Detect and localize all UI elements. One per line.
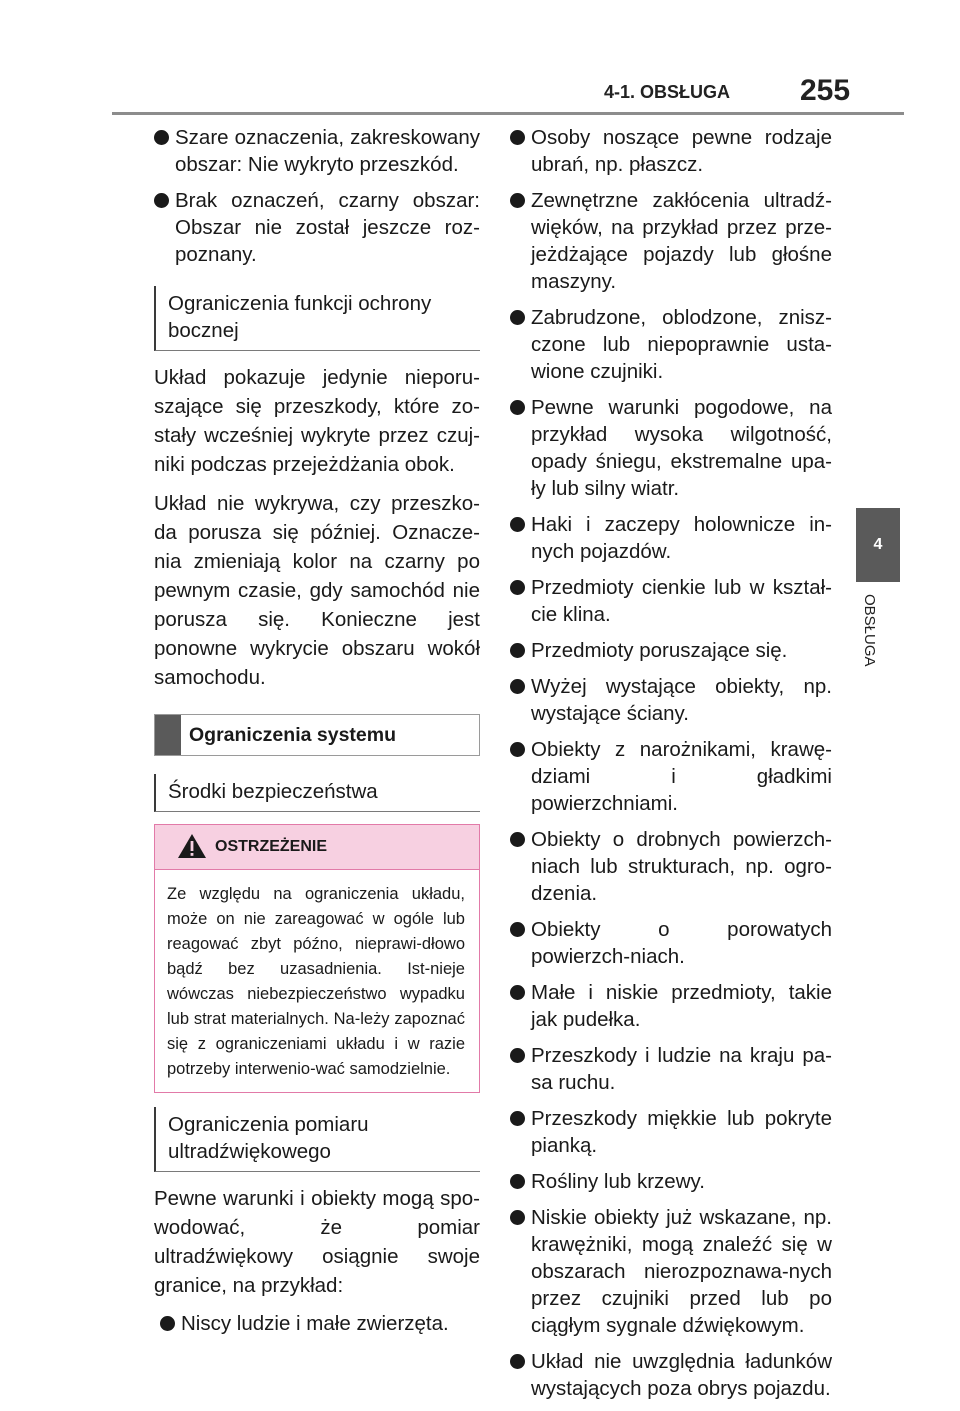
header-divider xyxy=(112,112,904,115)
bullet-item xyxy=(510,574,832,628)
bullet-item xyxy=(510,394,832,502)
warning-box xyxy=(154,824,480,1093)
bullet-item xyxy=(510,736,832,817)
bullet-icon xyxy=(510,1210,525,1225)
bullet-icon xyxy=(510,922,525,937)
bullet-icon xyxy=(510,679,525,694)
bullet-item xyxy=(510,637,832,664)
warning-triangle-icon xyxy=(177,833,207,859)
bullet-text: Przeszkody i ludzie na kraju pa-sa ruchu. xyxy=(531,1044,832,1094)
bullet-text: Układ nie uwzględnia ładunków wystających poza obrys pojazdu. xyxy=(531,1350,832,1400)
bullet-icon xyxy=(510,517,525,532)
bullet-icon xyxy=(510,1354,525,1369)
bullet-text: Wyżej wystające obiekty, np. wystające ściany. xyxy=(531,675,832,725)
bullet-item xyxy=(510,1348,832,1402)
paragraph: Układ nie wykrywa, czy przeszko-da porusza się później. Oznacze-nia zmieniają kolor na czarny po pewnym czasie, gdy samochód nie porusza się. Konieczne jest ponowne wykrycie obszaru wokół samochodu. xyxy=(154,492,480,689)
bullet-item xyxy=(510,673,832,727)
bullet-text: Obiekty o drobnych powierzch-niach lub strukturach, np. ogro-dzenia. xyxy=(531,828,832,905)
bullet-item xyxy=(510,511,832,565)
bullet-icon xyxy=(154,193,169,208)
bullet-icon xyxy=(510,400,525,415)
warning-header xyxy=(155,825,479,870)
right-column xyxy=(510,124,832,1411)
bullet-icon xyxy=(510,1111,525,1126)
bullet-icon xyxy=(160,1316,175,1331)
bullet-icon xyxy=(510,832,525,847)
left-column xyxy=(154,124,480,1346)
bullet-text: Niscy ludzie i małe zwierzęta. xyxy=(181,1312,449,1335)
heading-marker xyxy=(155,715,181,755)
bullet-item xyxy=(510,304,832,385)
bullet-icon xyxy=(510,1174,525,1189)
page-number: 255 xyxy=(800,74,851,107)
subheading-safety: Środki bezpieczeństwa xyxy=(154,774,480,812)
section-title: 4-1. OBSŁUGA xyxy=(604,82,731,102)
bullet-text: Haki i zaczepy holownicze in-nych pojazdów. xyxy=(531,513,832,563)
paragraph: Pewne warunki i obiekty mogą spo-wodować, że pomiar ultradźwiękowy osiągnie swoje granice, na przykład: xyxy=(154,1187,480,1297)
warning-title: OSTRZEŻENIE xyxy=(215,838,328,855)
bullet-icon xyxy=(510,130,525,145)
bullet-text: Szare oznaczenia, zakreskowany obszar: Nie wykryto przeszkód. xyxy=(175,126,480,176)
warning-text: Ze względu na ograniczenia układu, może on nie zareagować w ogóle lub reagować zbyt późno, nieprawi-dłowo bądź bez uzasadnienia. Ist-nieje wówczas niebezpieczeństwo wypadku lub strat materialnych. Na-leży zapoznać się z ograniczeniami układu i w razie potrzeby interwenio-wać samodzielnie. xyxy=(167,885,465,1078)
subheading-side-protection: Ograniczenia funkcji ochrony bocznej xyxy=(154,286,480,351)
bullet-text: Rośliny lub krzewy. xyxy=(531,1170,705,1193)
bullet-item xyxy=(160,1310,480,1337)
bullet-text: Małe i niskie przedmioty, takie jak pudełka. xyxy=(531,981,832,1031)
heading-text: Ograniczenia systemu xyxy=(189,724,396,746)
bullet-item xyxy=(510,124,832,178)
bullet-icon xyxy=(510,985,525,1000)
bullet-item xyxy=(510,1042,832,1096)
bullet-icon xyxy=(510,193,525,208)
bullet-item xyxy=(510,1168,832,1195)
bullet-item xyxy=(154,187,480,268)
bullet-item xyxy=(510,826,832,907)
bullet-item xyxy=(510,187,832,295)
bullet-icon xyxy=(510,643,525,658)
bullet-text: Przedmioty cienkie lub w kształ-cie klina. xyxy=(531,576,832,626)
bullet-icon xyxy=(510,580,525,595)
bullet-icon xyxy=(510,742,525,757)
subheading-ultrasonic-limits: Ograniczenia pomiaru ultradźwiękowego xyxy=(154,1107,480,1172)
chapter-tab: 4 xyxy=(856,508,900,582)
chapter-label: OBSŁUGA xyxy=(861,594,878,667)
bullet-item xyxy=(510,1204,832,1339)
bullet-text: Obiekty o porowatych powierzch-niach. xyxy=(531,918,832,968)
bullet-text: Zabrudzone, oblodzone, znisz-czone lub niepoprawnie usta-wione czujniki. xyxy=(531,306,832,383)
bullet-text: Pewne warunki pogodowe, na przykład wysoka wilgotność, opady śniegu, ekstremalne upa-ły lub silny wiatr. xyxy=(531,396,832,500)
bullet-item xyxy=(510,1105,832,1159)
bullet-text: Osoby noszące pewne rodzaje ubrań, np. płaszcz. xyxy=(531,126,832,176)
section-heading-system-limits xyxy=(154,714,480,756)
bullet-icon xyxy=(154,130,169,145)
bullet-text: Zewnętrzne zakłócenia ultradź-więków, na przykład przez prze-jeżdżające pojazdy lub głośne maszyny. xyxy=(531,189,832,293)
bullet-item xyxy=(510,916,832,970)
bullet-item xyxy=(154,124,480,178)
paragraph: Układ pokazuje jedynie nieporu-szające się przeszkody, które zo-stały wcześniej wykryte przez czuj-niki podczas przejeżdżania obok. xyxy=(154,366,480,476)
bullet-text: Obiekty z narożnikami, krawę-dziami i gładkimi powierzchniami. xyxy=(531,738,832,815)
bullet-text: Brak oznaczeń, czarny obszar: Obszar nie został jeszcze roz-poznany. xyxy=(175,189,480,266)
bullet-text: Przedmioty poruszające się. xyxy=(531,639,788,662)
bullet-text: Przeszkody miękkie lub pokryte pianką. xyxy=(531,1107,832,1157)
bullet-icon xyxy=(510,310,525,325)
bullet-text: Niskie obiekty już wskazane, np. krawężniki, mogą znaleźć się w obszarach nierozpoznawa-nych przez czujniki przed lub po ciągłym sygnale dźwiękowym. xyxy=(531,1206,832,1337)
bullet-icon xyxy=(510,1048,525,1063)
bullet-item xyxy=(510,979,832,1033)
